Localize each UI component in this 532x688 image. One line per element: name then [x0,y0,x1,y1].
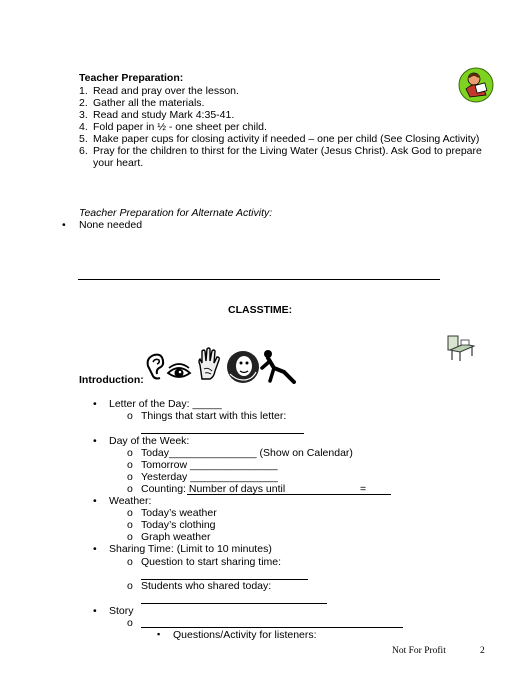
sub-bullet: o [127,519,133,531]
day-of-week-label: Day of the Week: [109,435,190,447]
sharing-time-label: Sharing Time: (Limit to 10 minutes) [109,543,272,555]
sub-bullet: o [127,507,133,519]
letter-of-day-label: Letter of the Day: _____ [109,398,222,410]
prep-item: 6. Pray for the children to thirst for the Living Water (Jesus Christ). Ask God to prepare [79,145,482,157]
story-questions-label: Questions/Activity for listeners: [173,629,317,641]
eye-icon [166,362,192,387]
prep-heading: Teacher Preparation: [79,72,184,84]
prep-item: 3. Read and study Mark 4:35-41. [79,109,235,121]
ear-icon [144,352,166,385]
prep-item: 5. Make paper cups for closing activity if needed – one per child (See Closing Activity) [79,133,480,145]
bullet: • [93,543,97,555]
story-label: Story [109,605,134,617]
section-divider [78,279,440,280]
sub-bullet: o [127,410,133,422]
alternate-heading: Teacher Preparation for Alternate Activity: [79,207,273,219]
sub-sub-bullet: ▪ [157,629,161,639]
sub-bullet: o [127,617,133,629]
prep-item: 1. Read and pray over the lesson. [79,85,239,97]
answer-line [141,627,403,628]
classtime-heading: CLASSTIME: [228,304,293,316]
page-number: 2 [480,646,485,656]
introduction-heading: Introduction: [79,374,144,386]
bullet: • [62,219,66,231]
sub-bullet: o [127,580,133,592]
sub-bullet: o [127,556,133,568]
students-shared-label: Students who shared today: [141,580,272,592]
sub-bullet: o [127,483,133,495]
equals-sign: = [360,483,367,495]
face-icon [226,350,260,387]
sub-bullet: o [127,459,133,471]
prep-item-continuation: your heart. [93,157,144,169]
answer-line [141,433,304,434]
classroom-desk-icon [446,334,476,362]
weather-label: Weather: [109,495,152,507]
bullet: • [93,495,97,507]
footer-text: Not For Profit [392,646,446,656]
teacher-reading-icon [458,67,494,103]
alternate-item: None needed [79,219,143,231]
weather-item: Today’s clothing [141,519,216,531]
weather-item: Today’s weather [141,507,217,519]
yesterday-label: Yesterday _______________ [141,471,278,483]
prep-item: 2. Gather all the materials. [79,97,205,109]
bullet: • [93,605,97,617]
sub-bullet: o [127,447,133,459]
letter-things-label: Things that start with this letter: [141,410,287,422]
bullet: • [93,435,97,447]
sharing-question-label: Question to start sharing time: [141,556,282,568]
hand-icon [196,347,222,384]
sub-bullet: o [127,531,133,543]
stretching-person-icon [258,348,298,387]
today-label: Today_______________ (Show on Calendar) [141,447,353,459]
weather-item: Graph weather [141,531,211,543]
sub-bullet: o [127,471,133,483]
tomorrow-label: Tomorrow _______________ [141,459,278,471]
bullet: • [93,398,97,410]
counting-label: Counting: Number of days until [141,483,286,495]
prep-item: 4. Fold paper in ½ - one sheet per child. [79,121,267,133]
answer-line [141,603,327,604]
